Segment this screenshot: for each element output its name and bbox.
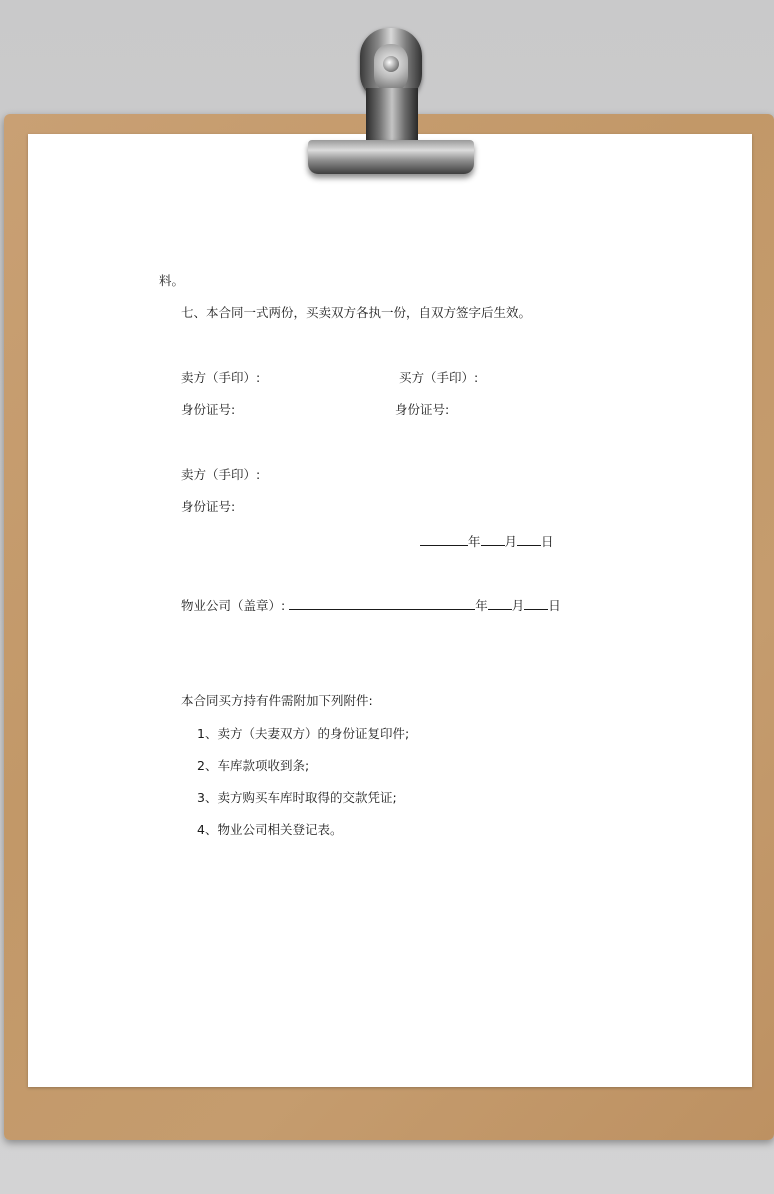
clip-base [308,140,474,174]
month-blank [488,597,512,610]
clip-rivet [383,56,399,72]
attachment-item: 4、物业公司相关登记表。 [197,822,343,837]
clip-neck [366,88,418,144]
property-company-line [181,597,561,614]
buyer-id-label: 身份证号: [395,402,450,417]
day-blank [524,597,548,610]
year-label: 年 [468,534,481,549]
seller-id-label-2: 身份证号: [181,499,236,514]
seller-id-label-1: 身份证号: [181,402,236,417]
attachment-item: 1、卖方（夫妻双方）的身份证复印件; [197,726,410,741]
property-company-blank [289,597,475,610]
attachment-item: 3、卖方购买车库时取得的交款凭证; [197,790,397,805]
seller-signature-label-1: 卖方（手印）: [181,370,261,385]
attachment-item: 2、车库款项收到条; [197,758,310,773]
attachments-intro: 本合同买方持有件需附加下列附件: [181,693,373,708]
month-blank [481,533,505,546]
month-label: 月 [511,598,525,613]
month-label: 月 [504,534,518,549]
continuation-text: 料。 [159,273,185,288]
year-label: 年 [475,598,488,613]
date-line-1 [420,533,554,550]
property-company-label: 物业公司（盖章）: [181,598,286,613]
day-blank [517,533,541,546]
buyer-signature-label: 买方（手印）: [399,370,479,385]
seller-signature-label-2: 卖方（手印）: [181,467,261,482]
day-label: 日 [548,598,561,613]
day-label: 日 [541,534,554,549]
clause-seven: 七、本合同一式两份，买卖双方各执一份，自双方签字后生效。 [181,305,532,320]
year-blank [420,533,468,546]
